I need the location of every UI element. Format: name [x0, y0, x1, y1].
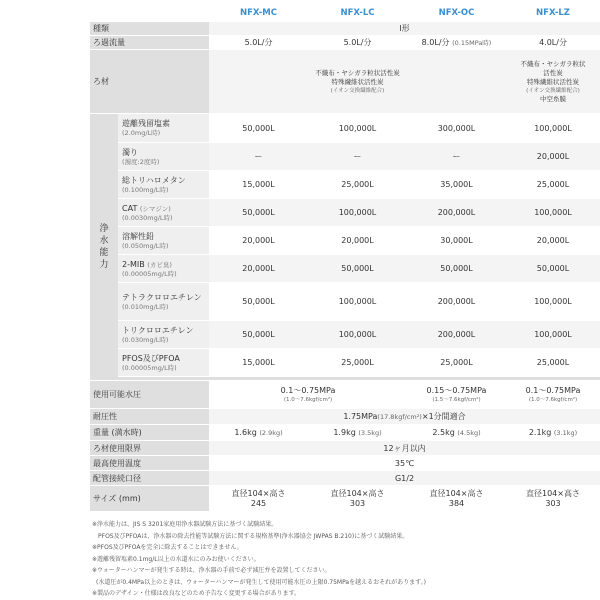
model-header: NFX-MC	[209, 5, 308, 22]
purify-item-label: 2-MIB (カビ臭) (0.00005mg/L時)	[118, 255, 209, 283]
cell-value: 0.1〜0.75MPa (1.0〜7.6kgf/cm²)	[209, 381, 407, 409]
purify-item-label: テトラクロロエチレン (0.010mg/L時)	[118, 283, 209, 321]
cell-value: 35,000L	[407, 171, 506, 199]
cell-value: 5.0L/分	[209, 36, 308, 50]
cell-value: 20,000L	[506, 143, 600, 171]
media-lz: 不織布・ヤシガラ粒状 活性炭 特殊繊維状活性炭 (イオン交換繊維配合) 中空糸膜	[506, 50, 600, 114]
footnote: PFOS及びPFOAは、浄水器の除去性能等試験方法に関する規格基準(浄水器協会 JWPAS B.210)に基づく試験結果。	[98, 532, 409, 540]
cell-value: 25,000L	[308, 171, 407, 199]
row-purify	[90, 171, 600, 199]
row-label: 種類	[90, 22, 209, 36]
row-label: サイズ (mm)	[90, 486, 209, 512]
footnotes	[92, 519, 597, 600]
cell-value: 25,000L	[506, 349, 600, 377]
cell-value: 100,000L	[308, 114, 407, 143]
cell-value: 1.6kg (2.9kg)	[209, 425, 308, 441]
row-endurance	[90, 409, 600, 425]
row-life	[90, 441, 600, 456]
footnote: ※PFOS及びPFOAを完全に除去することはできません。	[92, 544, 243, 551]
row-label: 使用可能水圧	[90, 381, 209, 409]
purify-item-label: 濁り (濁度:2度時)	[118, 143, 209, 171]
cell-value: 50,000L	[209, 199, 308, 227]
row-label: 最高使用温度	[90, 456, 209, 471]
row-purify	[90, 349, 600, 377]
row-connection	[90, 471, 600, 486]
row-label: ろ過流量	[90, 36, 209, 50]
cell-value: 50,000L	[407, 255, 506, 283]
purify-item-label: 総トリハロメタン (0.100mg/L時)	[118, 171, 209, 199]
cell-value: 50,000L	[209, 283, 308, 321]
media-shared: 不織布・ヤシガラ粒状活性炭 特殊繊維状活性炭 (イオン交換繊維配合)	[209, 50, 506, 114]
row-purify	[90, 255, 600, 283]
row-type	[90, 22, 600, 36]
row-purify	[90, 321, 600, 349]
model-header: NFX-LZ	[506, 5, 600, 22]
purify-group-label: 浄 水 能 力	[90, 114, 118, 381]
cell-value: 20,000L	[308, 227, 407, 255]
cell-value: 50,000L	[209, 114, 308, 143]
header-row	[90, 5, 600, 22]
cell-value: 12ヶ月以内	[209, 441, 600, 456]
cell-value: 25,000L	[506, 171, 600, 199]
cell-value: 1.9kg (3.5kg)	[308, 425, 407, 441]
cell-value: 25,000L	[407, 349, 506, 377]
row-media	[90, 50, 600, 114]
row-size	[90, 486, 600, 512]
cell-value: 100,000L	[308, 321, 407, 349]
purify-item-label: 溶解性鉛 (0.050mg/L時)	[118, 227, 209, 255]
purify-item-label: 遊離残留塩素 (2.0mg/L時)	[118, 114, 209, 143]
cell-value: 50,000L	[209, 321, 308, 349]
cell-value: 2.5kg (4.5kg)	[407, 425, 506, 441]
cell-value: 0.1〜0.75MPa (1.0〜7.6kgf/cm²)	[506, 381, 600, 409]
cell-value: 直径104×高さ 245	[209, 486, 308, 512]
row-weight	[90, 425, 600, 441]
cell-value: 100,000L	[308, 199, 407, 227]
cell-value: 100,000L	[506, 199, 600, 227]
row-flow	[90, 36, 600, 50]
row-label: ろ材	[90, 50, 209, 114]
footnote: ※遊離残留塩素0.1mg/L以上の水道水にのみお使いください。	[92, 555, 260, 563]
cell-value: 50,000L	[506, 255, 600, 283]
cell-value: 200,000L	[407, 283, 506, 321]
cell-value: 直径104×高さ 303	[506, 486, 600, 512]
cell-value: 1.75MPa(17.8kgf/cm²)×1分間適合	[209, 409, 600, 425]
cell-value: 0.15〜0.75MPa (1.5〜7.6kgf/cm²)	[407, 381, 506, 409]
row-value: I形	[209, 22, 600, 36]
row-label: 配管接続口径	[90, 471, 209, 486]
cell-value: 20,000L	[209, 255, 308, 283]
footnote: ※製品のデザイン・仕様は改良などのため予告なく変更する場合があります。	[92, 590, 301, 597]
row-purify	[90, 227, 600, 255]
cell-value: 30,000L	[407, 227, 506, 255]
cell-value: 200,000L	[407, 321, 506, 349]
cell-value: 15,000L	[209, 349, 308, 377]
cell-value: 200,000L	[407, 199, 506, 227]
cell-value: 20,000L	[506, 227, 600, 255]
cell-value: 50,000L	[308, 255, 407, 283]
cell-value: 25,000L	[308, 349, 407, 377]
cell-value: G1/2	[209, 471, 600, 486]
cell-value: 2.1kg (3.1kg)	[506, 425, 600, 441]
cell-value: 5.0L/分	[308, 36, 407, 50]
cell-value: 直径104×高さ 384	[407, 486, 506, 512]
footnote: (水道圧が0.4MPa以上のときは、ウォーターハンマーが発生して使用可能水圧の上限0.75MPaを越えるおそれがあります。)	[96, 578, 426, 586]
footnote: ※浄水能力は、JIS S 3201家庭用浄水器試験方法に基づく試験結果。	[92, 521, 278, 528]
spec-table	[90, 5, 600, 512]
cell-value: 100,000L	[308, 283, 407, 321]
purify-item-label: トリクロロエチレン (0.030mg/L時)	[118, 321, 209, 349]
cell-value: 直径104×高さ 303	[308, 486, 407, 512]
row-label: ろ材使用限界	[90, 441, 209, 456]
cell-value: 4.0L/分	[506, 36, 600, 50]
model-header: NFX-LC	[308, 5, 407, 22]
cell-value: ー	[209, 143, 308, 171]
cell-value: 300,000L	[407, 114, 506, 143]
model-header: NFX-OC	[407, 5, 506, 22]
row-pressure	[90, 381, 600, 409]
cell-value: 100,000L	[506, 114, 600, 143]
cell-value: 100,000L	[506, 321, 600, 349]
row-purify	[90, 114, 600, 143]
cell-value: 15,000L	[209, 171, 308, 199]
cell-value: 100,000L	[506, 283, 600, 321]
cell-value: ー	[308, 143, 407, 171]
cell-value: 8.0L/分 (0.15MPa時)	[407, 36, 506, 50]
row-purify	[90, 199, 600, 227]
row-purify	[90, 143, 600, 171]
cell-value: 20,000L	[209, 227, 308, 255]
row-label: 耐圧性	[90, 409, 209, 425]
row-temp	[90, 456, 600, 471]
cell-value: ー	[407, 143, 506, 171]
cell-value: 35℃	[209, 456, 600, 471]
row-label: 重量 (満水時)	[90, 425, 209, 441]
footnote: ※ウォーターハンマーが発生する時は、浄水器の手前で必ず減圧弁を設置してください。	[92, 567, 331, 574]
row-purify	[90, 283, 600, 321]
purify-item-label: PFOS及びPFOA (0.00005mg/L時)	[118, 349, 209, 377]
purify-item-label: CAT (シマジン) (0.0030mg/L時)	[118, 199, 209, 227]
